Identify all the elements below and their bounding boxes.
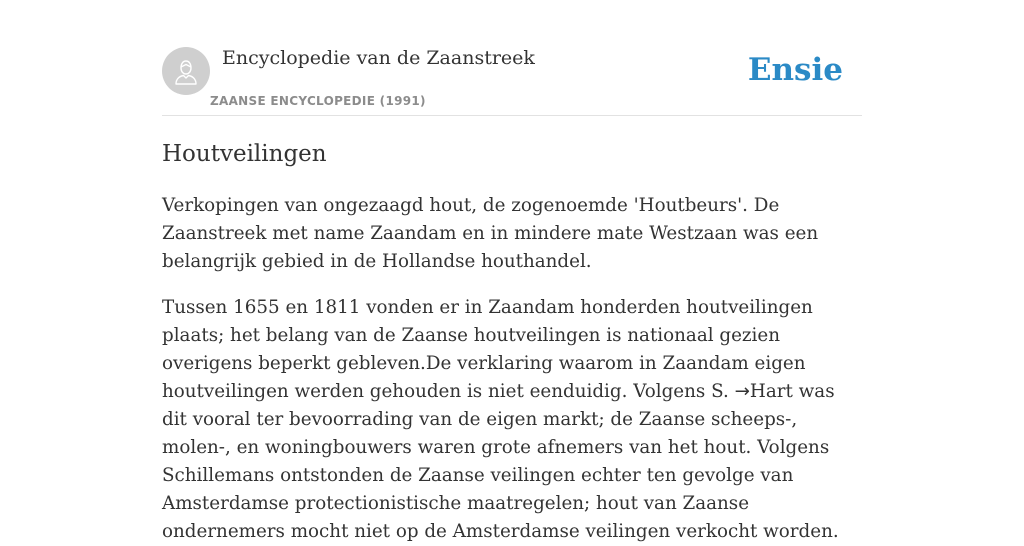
paragraph-text: Tussen 1655 en 1811 vonden er in Zaandam honderden houtveilingen plaats; het belang van de Zaanse houtveilingen is nationaal gezien overigens beperkt gebleven.De verklaring waarom in Zaandam eigen houtveilingen werden gehouden is niet eenduidig. Volgens S. (162, 297, 813, 402)
article (162, 138, 862, 546)
book-subtitle: ZAANSE ENCYCLOPEDIE (1991) (210, 94, 426, 108)
article-paragraph: Verkopingen van ongezaagd hout, de zogenoemde 'Houtbeurs'. De Zaanstreek met name Zaandam en in mindere mate Westzaan was een belangrijk gebied in de Hollandse houthandel. (162, 195, 819, 272)
user-placeholder-icon (171, 56, 201, 86)
article-paragraph (162, 294, 862, 546)
avatar[interactable] (162, 47, 210, 95)
article-title: Houtveilingen (162, 141, 327, 167)
ensie-logo[interactable]: Ensie (747, 52, 843, 88)
book-title-link[interactable]: Encyclopedie van de Zaanstreek (222, 47, 535, 69)
link-text: Hart (749, 381, 793, 402)
cross-reference-link[interactable] (735, 381, 793, 402)
header (162, 0, 862, 116)
paragraph-text: was dit vooral ter bevoorrading van de eigen markt; de Zaanse scheeps-, molen-, en woningbouwers waren grote afnemers van het hout. Volgens Schillemans ontstonden de Zaanse veilingen echter ten gevolge van Amsterdamse protectionistische maatregelen; hout van Zaanse ondernemers mocht niet op de Amsterdamse veilingen verkocht worden. (162, 381, 839, 542)
arrow-right-icon: → (734, 381, 750, 402)
